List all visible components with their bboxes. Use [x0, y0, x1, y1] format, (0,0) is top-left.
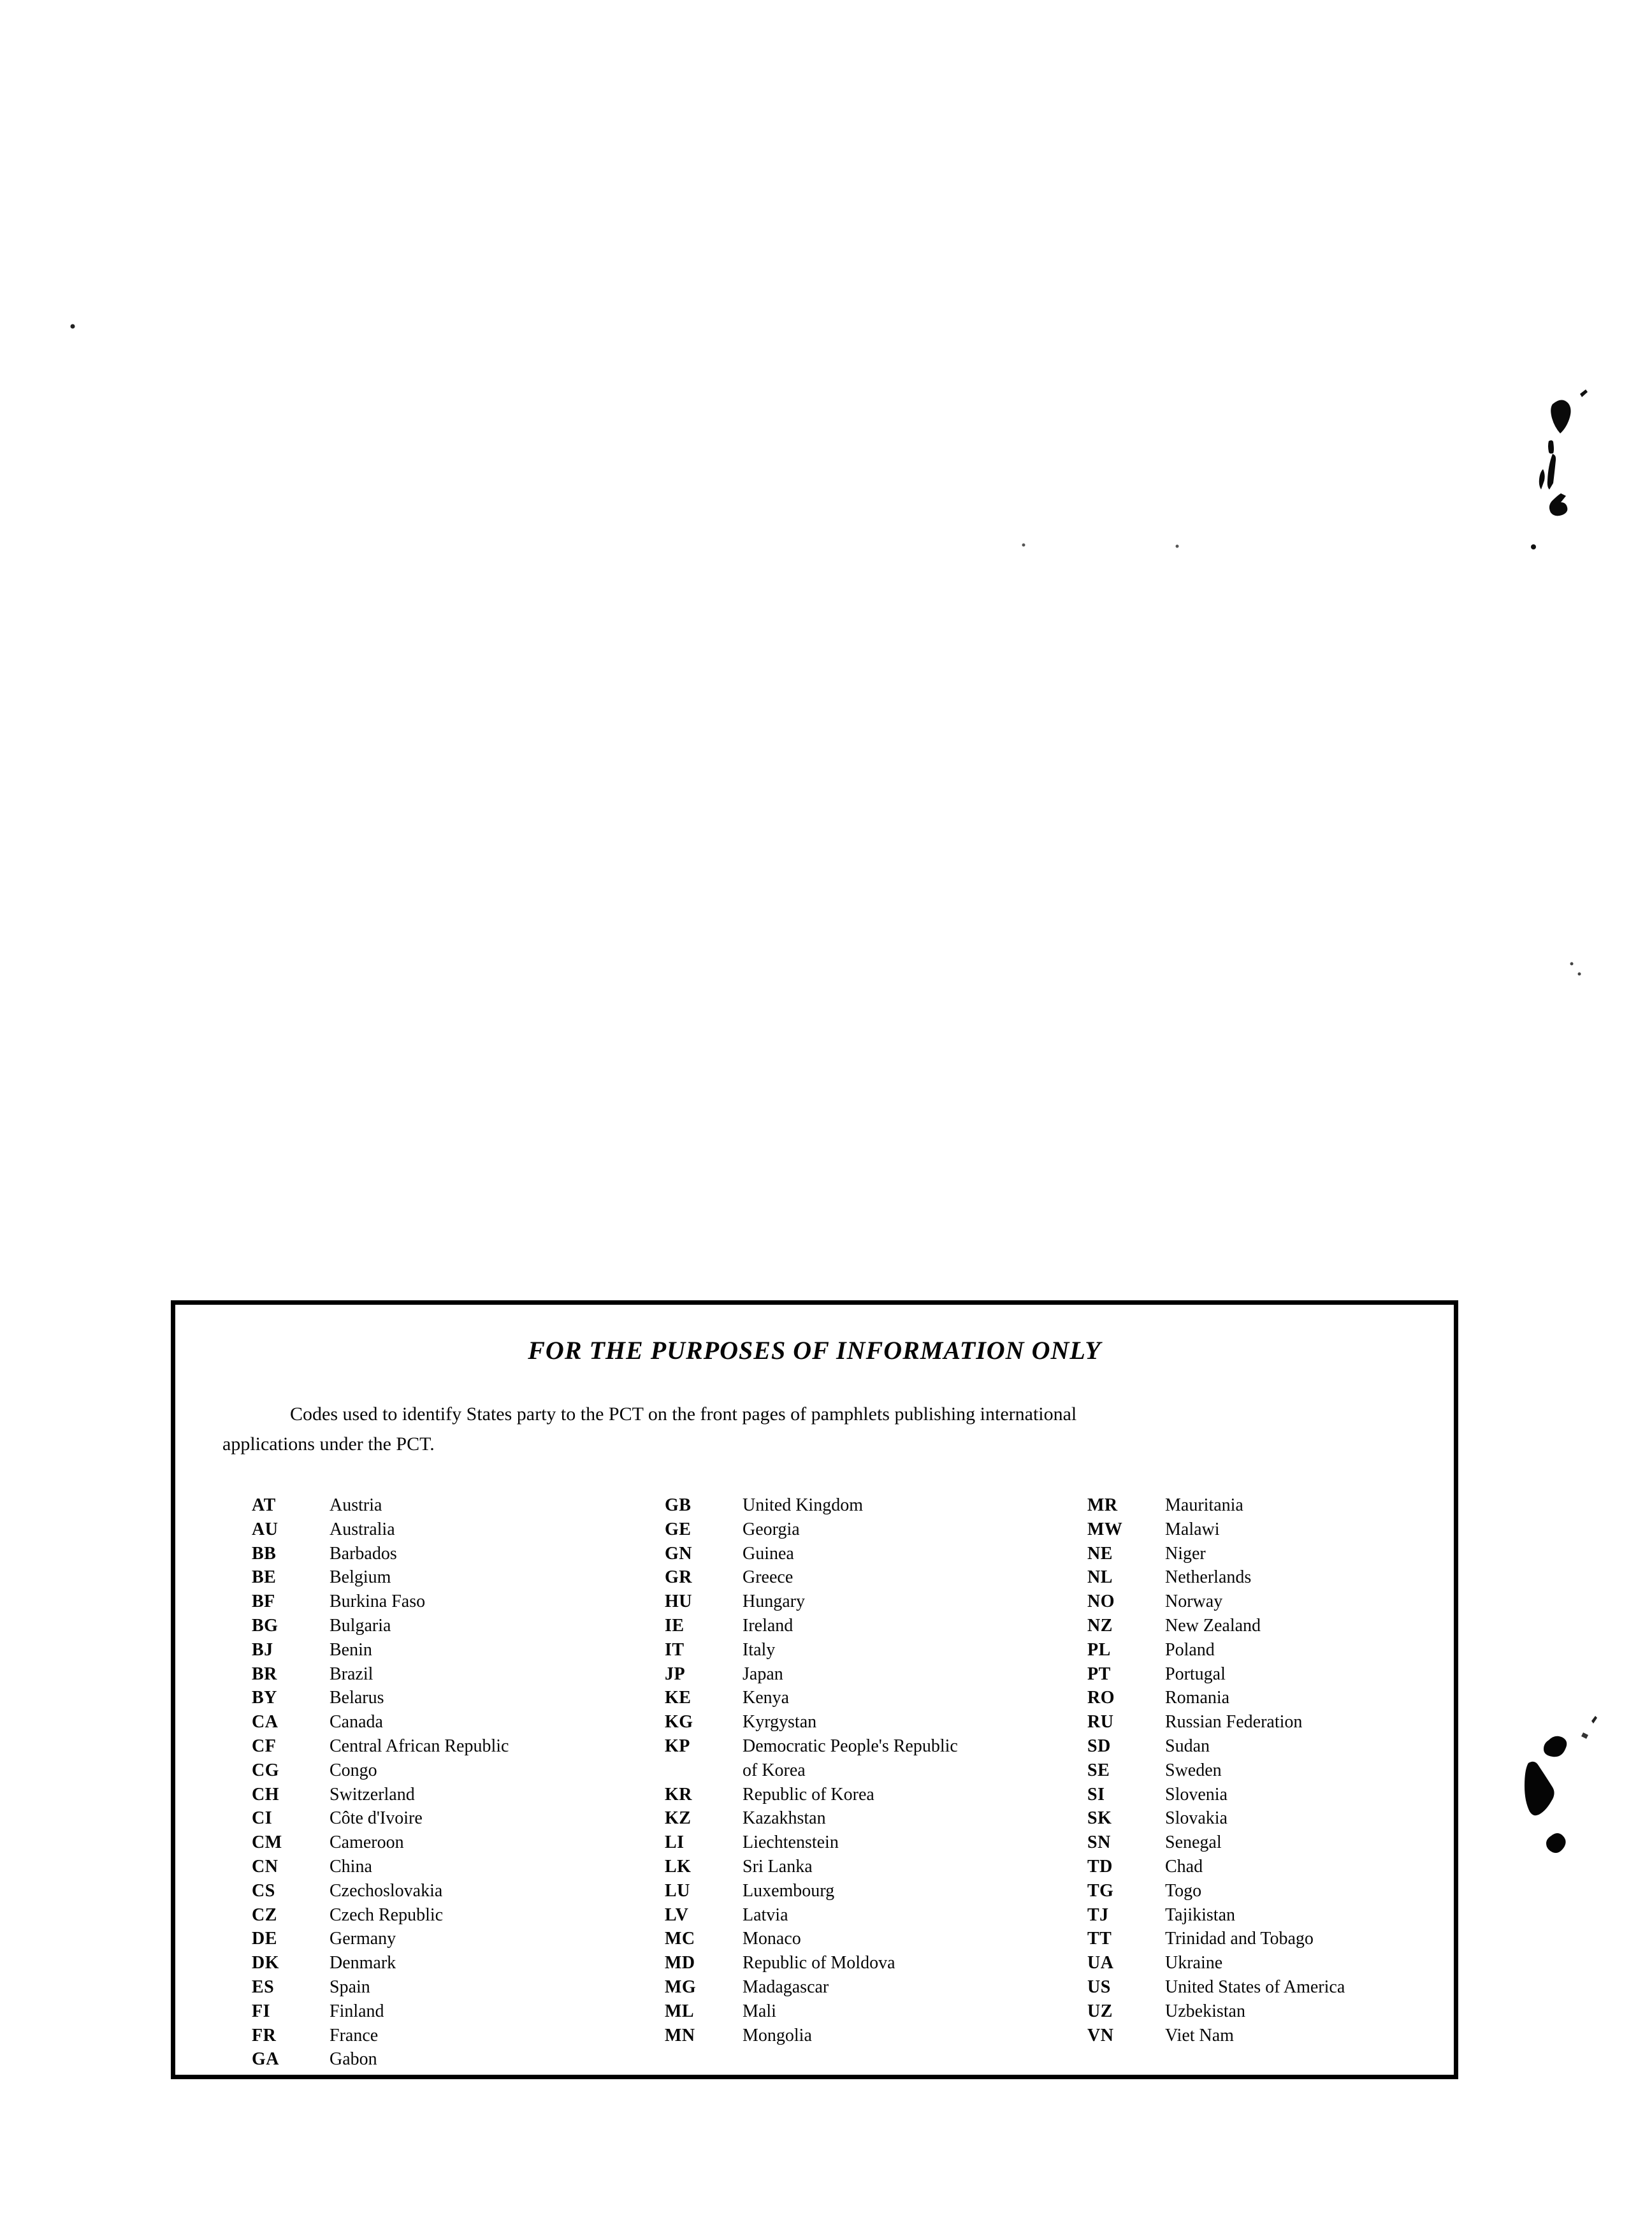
country-code-row	[1087, 1493, 1444, 1518]
country-code: TJ	[1087, 1905, 1109, 1925]
country-code-row	[1087, 1951, 1444, 1975]
country-code-row	[1087, 1734, 1444, 1759]
country-code: US	[1087, 1977, 1111, 1997]
country-name: Uzbekistan	[1165, 2001, 1245, 2021]
country-code-row	[252, 1614, 647, 1638]
country-code-row	[1087, 1710, 1444, 1734]
country-code-row	[252, 1903, 647, 1927]
country-code: DK	[252, 1953, 279, 1973]
country-code-row	[665, 1710, 1073, 1734]
country-name: Guinea	[743, 1543, 794, 1564]
country-code-row	[252, 2024, 647, 2048]
country-name: Switzerland	[330, 1784, 415, 1804]
country-code-row	[665, 1518, 1073, 1542]
country-code: DE	[252, 1929, 277, 1949]
ink-speck	[1578, 973, 1581, 976]
country-code: AU	[252, 1519, 279, 1539]
country-code-row	[665, 1542, 1073, 1566]
country-name: Togo	[1165, 1880, 1202, 1901]
country-code-row	[252, 1927, 647, 1951]
country-code: ML	[665, 2001, 695, 2021]
country-code-row	[1087, 1783, 1444, 1807]
country-code-row	[252, 1686, 647, 1710]
ink-speck	[71, 324, 75, 329]
country-code: SI	[1087, 1784, 1105, 1804]
country-code: SE	[1087, 1760, 1110, 1780]
country-code-row	[665, 1614, 1073, 1638]
country-code-row	[252, 1806, 647, 1831]
country-code-row	[252, 1710, 647, 1734]
country-name: Luxembourg	[743, 1880, 835, 1901]
ink-blot	[1548, 440, 1554, 454]
country-code: CF	[252, 1736, 277, 1756]
country-code: UZ	[1087, 2001, 1113, 2021]
country-code-row	[252, 2000, 647, 2024]
country-code: BG	[252, 1615, 279, 1636]
country-code-row	[665, 1927, 1073, 1951]
country-code: JP	[665, 1664, 686, 1684]
country-code: BE	[252, 1567, 277, 1588]
country-code: NL	[1087, 1567, 1113, 1588]
ink-blot	[1546, 1833, 1566, 1853]
country-name: Brazil	[330, 1664, 373, 1684]
country-code: BB	[252, 1543, 277, 1564]
country-code: TG	[1087, 1880, 1114, 1901]
country-name: Central African Republic	[330, 1736, 509, 1756]
country-name: Mali	[743, 2001, 776, 2021]
country-code: UA	[1087, 1953, 1114, 1973]
country-name: Spain	[330, 1977, 370, 1997]
country-code: CM	[252, 1833, 282, 1853]
ink-blot	[1551, 400, 1570, 433]
country-code: TT	[1087, 1929, 1112, 1949]
ink-speck	[1531, 544, 1536, 549]
country-name: Gabon	[330, 2049, 377, 2070]
country-name: Mongolia	[743, 2025, 812, 2045]
ink-speck	[1176, 545, 1179, 548]
ink-blot	[1539, 469, 1545, 490]
country-code: RU	[1087, 1712, 1114, 1732]
country-name: Romania	[1165, 1688, 1230, 1708]
country-name: Monaco	[743, 1929, 801, 1949]
country-name: Poland	[1165, 1639, 1215, 1660]
intro-paragraph	[222, 1399, 1367, 1459]
country-code-row	[252, 1565, 647, 1590]
country-code: NO	[1087, 1592, 1115, 1612]
country-name: Niger	[1165, 1543, 1206, 1564]
country-name: Germany	[330, 1929, 396, 1949]
country-code: HU	[665, 1592, 692, 1612]
country-code: FI	[252, 2001, 270, 2021]
country-code-row	[665, 1855, 1073, 1879]
country-name: Italy	[743, 1639, 776, 1660]
ink-blot	[1544, 1736, 1567, 1757]
country-code: CA	[252, 1712, 279, 1732]
country-code-row	[1087, 1565, 1444, 1590]
country-code: GB	[665, 1495, 692, 1515]
country-name: Benin	[330, 1639, 372, 1660]
country-code-row	[252, 1879, 647, 1903]
country-name: France	[330, 2025, 379, 2045]
country-code-row	[1087, 2024, 1444, 2048]
country-name: Australia	[330, 1519, 395, 1539]
country-code-row	[665, 1686, 1073, 1710]
country-code: MG	[665, 1977, 697, 1997]
country-name: Burkina Faso	[330, 1592, 426, 1612]
country-code: KR	[665, 1784, 692, 1804]
country-code-row	[252, 1759, 647, 1783]
country-code-row	[252, 1638, 647, 1662]
country-name: Latvia	[743, 1905, 788, 1925]
country-code: NE	[1087, 1543, 1113, 1564]
country-code: IT	[665, 1639, 685, 1660]
country-code: BR	[252, 1664, 277, 1684]
country-code-row	[1087, 1590, 1444, 1614]
country-code-row	[665, 1493, 1073, 1518]
country-name: Denmark	[330, 1953, 396, 1973]
country-code: FR	[252, 2025, 277, 2045]
country-name: Trinidad and Tobago	[1165, 1929, 1314, 1949]
country-name: Barbados	[330, 1543, 397, 1564]
country-code-row	[1087, 2000, 1444, 2024]
country-code: CG	[252, 1760, 279, 1780]
country-code: LV	[665, 1905, 689, 1925]
country-code-row	[1087, 1831, 1444, 1855]
country-name: Liechtenstein	[743, 1833, 839, 1853]
ink-blot	[1525, 1762, 1554, 1816]
country-code-row	[665, 1903, 1073, 1927]
country-code: BJ	[252, 1639, 273, 1660]
info-box	[171, 1300, 1458, 2079]
country-code: CN	[252, 1856, 279, 1877]
country-name: Cameroon	[330, 1833, 404, 1853]
country-name: Netherlands	[1165, 1567, 1252, 1588]
country-name: Slovakia	[1165, 1808, 1228, 1829]
country-name: Sweden	[1165, 1760, 1222, 1780]
country-code-row	[1087, 1662, 1444, 1687]
country-code-row	[1087, 1927, 1444, 1951]
country-name: Viet Nam	[1165, 2025, 1234, 2045]
country-name: Finland	[330, 2001, 384, 2021]
country-code-row	[665, 1806, 1073, 1831]
country-name: Hungary	[743, 1592, 805, 1612]
country-code: MN	[665, 2025, 695, 2045]
ink-speck	[1591, 1716, 1597, 1724]
country-code: KG	[665, 1712, 693, 1732]
country-code-row	[252, 1590, 647, 1614]
country-code-row	[252, 1855, 647, 1879]
country-code-row	[665, 1662, 1073, 1687]
country-code-row	[1087, 1638, 1444, 1662]
country-name: Portugal	[1165, 1664, 1226, 1684]
country-code-row	[665, 1638, 1073, 1662]
country-name: Russian Federation	[1165, 1712, 1303, 1732]
country-name: Madagascar	[743, 1977, 829, 1997]
country-code: CI	[252, 1808, 273, 1829]
country-code-row	[252, 1783, 647, 1807]
ink-speck	[1570, 962, 1574, 966]
country-code-row	[252, 1662, 647, 1687]
country-code: AT	[252, 1495, 276, 1515]
intro-line: Codes used to identify States party to the PCT on the front pages of pamphlets publishing international	[290, 1404, 1077, 1425]
box-title: FOR THE PURPOSES OF INFORMATION ONLY	[528, 1336, 1101, 1365]
country-name: Tajikistan	[1165, 1905, 1236, 1925]
country-name: China	[330, 1856, 372, 1877]
country-name: Belarus	[330, 1688, 384, 1708]
country-code: GA	[252, 2049, 279, 2070]
country-code-row	[1087, 1806, 1444, 1831]
country-code-row	[665, 1783, 1073, 1807]
country-code-row	[252, 1975, 647, 2000]
country-code: PT	[1087, 1664, 1111, 1684]
country-code: SN	[1087, 1833, 1111, 1853]
country-code: TD	[1087, 1856, 1113, 1877]
country-code: ES	[252, 1977, 275, 1997]
country-name: Austria	[330, 1495, 382, 1515]
country-code-row	[1087, 1903, 1444, 1927]
country-name: Senegal	[1165, 1833, 1222, 1853]
country-code-row	[1087, 1614, 1444, 1638]
country-name: Bulgaria	[330, 1615, 391, 1636]
country-name: New Zealand	[1165, 1615, 1261, 1636]
country-code-row	[665, 1975, 1073, 2000]
country-name: Republic of Korea	[743, 1784, 874, 1804]
country-code: LU	[665, 1880, 690, 1901]
country-code: LI	[665, 1833, 685, 1853]
country-code-row	[665, 2000, 1073, 2024]
country-name: Greece	[743, 1567, 793, 1588]
country-code: SD	[1087, 1736, 1111, 1756]
ink-blot	[1549, 493, 1567, 516]
country-code-row	[665, 1879, 1073, 1903]
country-code-row	[665, 1565, 1073, 1590]
country-name: Czechoslovakia	[330, 1880, 443, 1901]
country-code: CH	[252, 1784, 279, 1804]
country-code: CS	[252, 1880, 275, 1901]
country-code: KE	[665, 1688, 692, 1708]
country-code: VN	[1087, 2025, 1114, 2045]
country-code: SK	[1087, 1808, 1112, 1829]
country-code-row	[252, 1831, 647, 1855]
country-name: Democratic People's Republic of Korea	[743, 1736, 958, 1780]
country-code: PL	[1087, 1639, 1111, 1660]
country-code-row	[1087, 1518, 1444, 1542]
country-code-row	[665, 2024, 1073, 2048]
country-code-row	[252, 1518, 647, 1542]
country-name: Czech Republic	[330, 1905, 444, 1925]
ink-blot	[1580, 389, 1588, 397]
country-code: BF	[252, 1592, 275, 1612]
ink-blot	[1547, 454, 1556, 490]
country-code: GR	[665, 1567, 692, 1588]
country-code-row	[665, 1590, 1073, 1614]
country-name: Republic of Moldova	[743, 1953, 895, 1973]
country-code: GN	[665, 1543, 692, 1564]
country-name: Georgia	[743, 1519, 800, 1539]
country-code-row	[1087, 1686, 1444, 1710]
country-code: MR	[1087, 1495, 1118, 1515]
country-code-column	[252, 1493, 647, 2072]
country-code: IE	[665, 1615, 685, 1636]
country-name: Slovenia	[1165, 1784, 1228, 1804]
country-code-row	[1087, 1542, 1444, 1566]
country-name: Malawi	[1165, 1519, 1220, 1539]
country-name: Kazakhstan	[743, 1808, 826, 1829]
country-code-row	[252, 1542, 647, 1566]
ink-speck	[1022, 544, 1025, 547]
country-name: Congo	[330, 1760, 377, 1780]
country-name: Belgium	[330, 1567, 391, 1588]
country-name: Ireland	[743, 1615, 793, 1636]
country-code: RO	[1087, 1688, 1115, 1708]
country-name: Norway	[1165, 1592, 1223, 1612]
ink-speck	[1581, 1732, 1588, 1739]
country-name: Mauritania	[1165, 1495, 1243, 1515]
country-name: Sri Lanka	[743, 1856, 813, 1877]
country-code: GE	[665, 1519, 692, 1539]
country-code: MC	[665, 1929, 695, 1949]
country-code: BY	[252, 1688, 277, 1708]
country-code-row	[1087, 1879, 1444, 1903]
country-code-column	[665, 1493, 1073, 2047]
country-code-row	[665, 1951, 1073, 1975]
country-name: Ukraine	[1165, 1953, 1223, 1973]
country-name: Canada	[330, 1712, 383, 1732]
country-code-row	[252, 1951, 647, 1975]
country-code-row	[1087, 1975, 1444, 2000]
intro-line: applications under the PCT.	[222, 1434, 435, 1455]
country-name: Sudan	[1165, 1736, 1210, 1756]
country-code-column	[1087, 1493, 1444, 2047]
country-code-row	[1087, 1855, 1444, 1879]
country-name: Japan	[743, 1664, 783, 1684]
country-name: Côte d'Ivoire	[330, 1808, 423, 1829]
country-code-row	[252, 1493, 647, 1518]
country-code: LK	[665, 1856, 692, 1877]
country-name: Chad	[1165, 1856, 1203, 1877]
country-name: Kyrgystan	[743, 1712, 817, 1732]
country-name: Kenya	[743, 1688, 790, 1708]
country-code-row	[252, 2047, 647, 2072]
country-code: NZ	[1087, 1615, 1113, 1636]
country-code-row	[252, 1734, 647, 1759]
country-code: CZ	[252, 1905, 277, 1925]
country-code: KP	[665, 1736, 690, 1756]
country-name: United Kingdom	[743, 1495, 863, 1515]
country-code: MW	[1087, 1519, 1123, 1539]
country-code-row	[1087, 1759, 1444, 1783]
country-code: KZ	[665, 1808, 692, 1829]
country-code-row	[665, 1734, 1073, 1783]
country-code-row	[665, 1831, 1073, 1855]
country-code: MD	[665, 1953, 695, 1973]
country-name: United States of America	[1165, 1977, 1345, 1997]
